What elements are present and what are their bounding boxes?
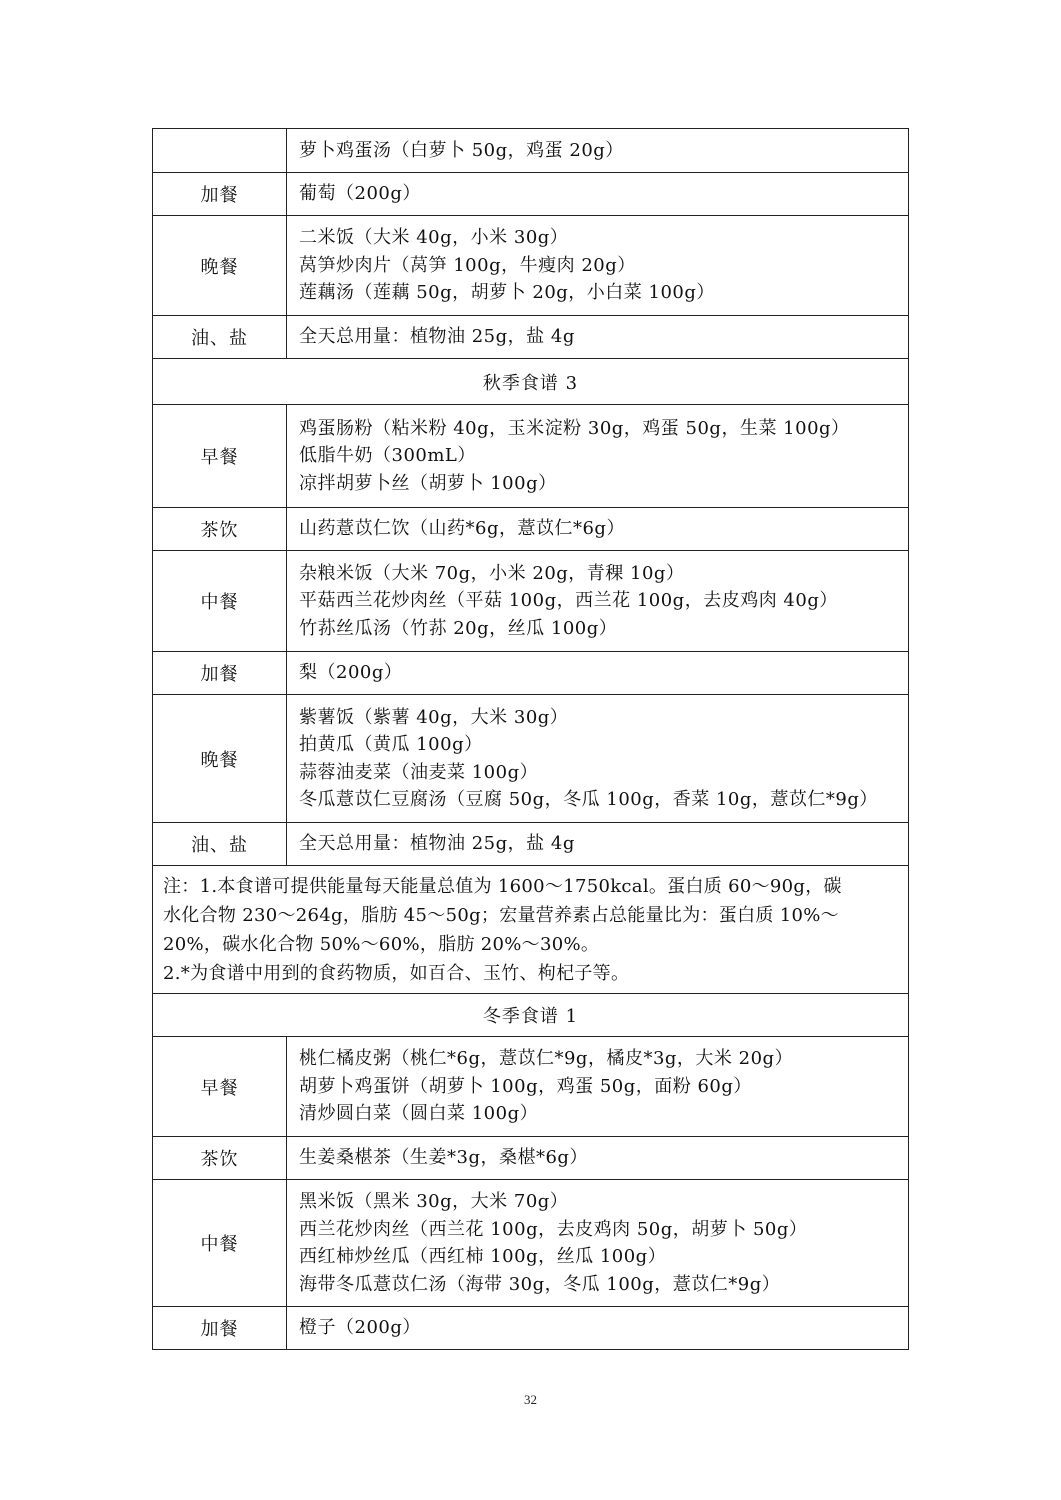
table-row — [153, 173, 909, 216]
meal-label: 早餐 — [153, 1037, 287, 1137]
meal-label: 油、盐 — [153, 316, 287, 359]
meal-label: 早餐 — [153, 405, 287, 508]
meal-label: 中餐 — [153, 551, 287, 652]
dish-line: 低脂牛奶（300mL） — [299, 445, 476, 467]
meal-items — [287, 129, 909, 173]
dish-line: 紫薯饭（紫薯 40g，大米 30g） — [299, 706, 569, 728]
table-row — [153, 1037, 909, 1137]
meal-label: 中餐 — [153, 1180, 287, 1307]
note-row — [153, 866, 909, 994]
dish-line: 二米饭（大米 40g，小米 30g） — [299, 227, 569, 249]
meal-items — [287, 1307, 909, 1350]
meal-items — [287, 652, 909, 695]
dish-line: 海带冬瓜薏苡仁汤（海带 30g，冬瓜 100g，薏苡仁*9g） — [299, 1273, 781, 1295]
dish-line: 莴笋炒肉片（莴笋 100g，牛瘦肉 20g） — [299, 254, 636, 276]
table-row — [153, 695, 909, 823]
section-heading: 秋季食谱 3 — [153, 359, 909, 405]
meal-items — [287, 695, 909, 823]
dish-line: 西红柿炒丝瓜（西红柿 100g，丝瓜 100g） — [299, 1246, 667, 1267]
dish-line: 黑米饭（黑米 30g，大米 70g） — [299, 1191, 569, 1212]
dish-line: 冬瓜薏苡仁豆腐汤（豆腐 50g，冬瓜 100g，香菜 10g，薏苡仁*9g） — [299, 789, 878, 810]
dish-line: 西兰花炒肉丝（西兰花 100g，去皮鸡肉 50g，胡萝卜 50g） — [299, 1218, 808, 1240]
table-row — [153, 216, 909, 316]
dish-line: 胡萝卜鸡蛋饼（胡萝卜 100g，鸡蛋 50g，面粉 60g） — [299, 1075, 752, 1097]
meal-items — [287, 1137, 909, 1180]
meal-items — [287, 1180, 909, 1307]
dish-line: 凉拌胡萝卜丝（胡萝卜 100g） — [299, 472, 557, 494]
table-row — [153, 1307, 909, 1350]
table-row — [153, 1137, 909, 1180]
dish-line: 平菇西兰花炒肉丝（平菇 100g，西兰花 100g，去皮鸡肉 40g） — [299, 590, 838, 612]
dish-line: 清炒圆白菜（圆白菜 100g） — [299, 1103, 539, 1125]
note-cell — [153, 866, 909, 994]
section-heading-row — [153, 994, 909, 1037]
meal-plan-table-body — [153, 129, 909, 1350]
dish-line: 梨（200g） — [299, 662, 403, 684]
meal-label: 晚餐 — [153, 695, 287, 823]
dish-line: 拍黄瓜（黄瓜 100g） — [299, 734, 483, 755]
note-line: 注：1.本食谱可提供能量每天能量总值为 1600～1750kcal。蛋白质 60～90g，碳 — [163, 875, 842, 897]
dish-line: 萝卜鸡蛋汤（白萝卜 50g，鸡蛋 20g） — [299, 139, 624, 161]
page-number: 32 — [524, 1392, 537, 1407]
dish-line: 橙子（200g） — [299, 1317, 421, 1339]
table-row — [153, 652, 909, 695]
meal-label: 茶饮 — [153, 1137, 287, 1180]
meal-label: 加餐 — [153, 652, 287, 695]
section-heading-row — [153, 359, 909, 405]
meal-items — [287, 551, 909, 652]
meal-items — [287, 316, 909, 359]
note-line: 水化合物 230～264g，脂肪 45～50g；宏量营养素占总能量比为：蛋白质 10%～ — [163, 904, 839, 926]
meal-items — [287, 508, 909, 551]
table-row — [153, 551, 909, 652]
dish-line: 莲藕汤（莲藕 50g，胡萝卜 20g，小白菜 100g） — [299, 282, 715, 304]
table-row — [153, 508, 909, 551]
meal-items — [287, 1037, 909, 1137]
table-row — [153, 1180, 909, 1307]
meal-label: 加餐 — [153, 173, 287, 216]
dish-line: 山药薏苡仁饮（山药*6g，薏苡仁*6g） — [299, 518, 625, 540]
meal-items — [287, 405, 909, 508]
meal-items — [287, 173, 909, 216]
meal-label: 茶饮 — [153, 508, 287, 551]
meal-label — [153, 129, 287, 173]
meal-label: 油、盐 — [153, 823, 287, 866]
dish-line: 葡萄（200g） — [299, 183, 421, 205]
dish-line: 生姜桑椹茶（生姜*3g，桑椹*6g） — [299, 1147, 588, 1169]
dish-line: 杂粮米饭（大米 70g，小米 20g，青稞 10g） — [299, 562, 685, 584]
table-row — [153, 823, 909, 866]
dish-line: 蒜蓉油麦菜（油麦菜 100g） — [299, 761, 539, 783]
table-row — [153, 129, 909, 173]
meal-items — [287, 216, 909, 316]
note-line: 20%，碳水化合物 50%～60%，脂肪 20%～30%。 — [163, 933, 600, 955]
dish-line: 竹荪丝瓜汤（竹荪 20g，丝瓜 100g） — [299, 617, 618, 639]
note-line: 2.*为食谱中用到的食药物质，如百合、玉竹、枸杞子等。 — [163, 962, 630, 984]
section-heading: 冬季食谱 1 — [153, 994, 909, 1037]
dish-line: 全天总用量：植物油 25g，盐 4g — [299, 833, 575, 855]
dish-line: 桃仁橘皮粥（桃仁*6g，薏苡仁*9g，橘皮*3g，大米 20g） — [299, 1048, 794, 1070]
meal-plan-table — [152, 128, 909, 1350]
table-row — [153, 405, 909, 508]
meal-label: 加餐 — [153, 1307, 287, 1350]
dish-line: 鸡蛋肠粉（粘米粉 40g，玉米淀粉 30g，鸡蛋 50g，生菜 100g） — [299, 417, 850, 439]
meal-label: 晚餐 — [153, 216, 287, 316]
meal-items — [287, 823, 909, 866]
dish-line: 全天总用量：植物油 25g，盐 4g — [299, 326, 575, 348]
table-row — [153, 316, 909, 359]
